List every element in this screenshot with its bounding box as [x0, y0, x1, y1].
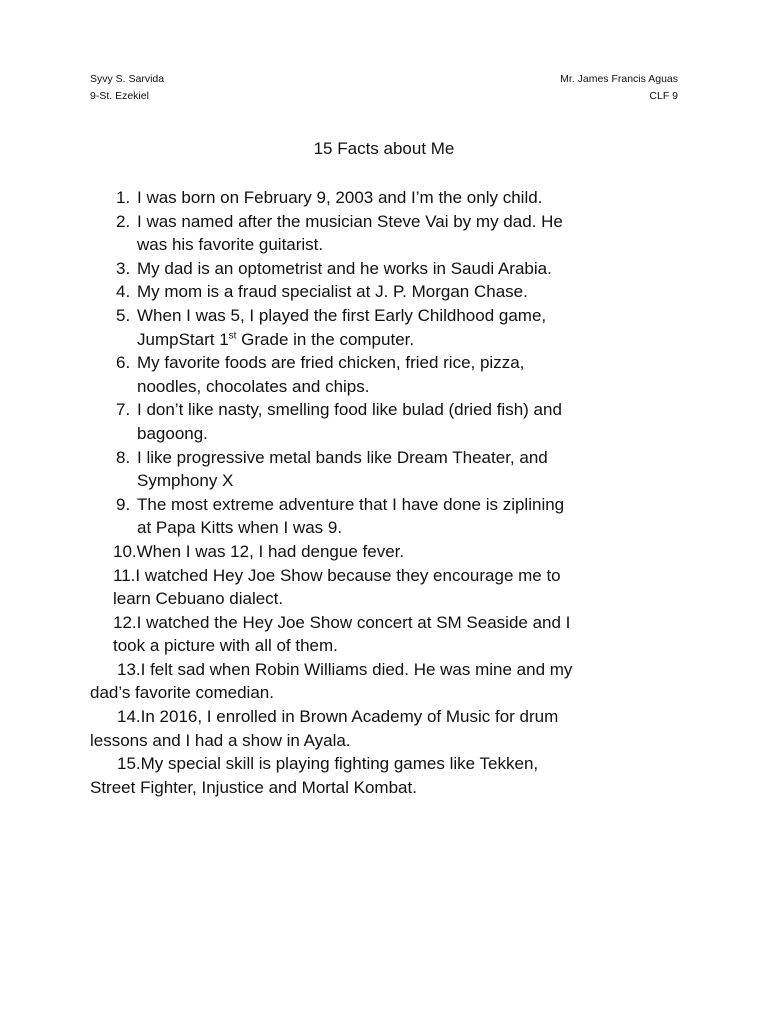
fact-item	[0, 257, 768, 281]
fact-number: 11.	[113, 565, 136, 585]
fact-number: 9.	[116, 494, 131, 514]
fact-text-line: The most extreme adventure that I have done is ziplining	[137, 494, 565, 514]
fact-number: 8.	[116, 447, 131, 467]
fact-text-segment: I watched the Hey Joe Show concert at SM Seaside and I	[136, 612, 571, 632]
fact-item	[0, 611, 768, 658]
fact-text-line: was his favorite guitarist.	[137, 235, 324, 255]
fact-text-segment: Grade in the computer.	[236, 329, 415, 349]
fact-item	[0, 564, 768, 611]
fact-text-line: took a picture with all of them.	[113, 636, 338, 656]
fact-number: 12.	[113, 612, 137, 632]
student-name: Syvy S. Sarvida	[90, 73, 165, 85]
fact-text-segment: When I was 12, I had dengue fever.	[136, 541, 405, 561]
fact-text-line: Street Fighter, Injustice and Mortal Kombat.	[90, 777, 417, 797]
header-left	[90, 72, 164, 106]
facts-list	[0, 186, 768, 799]
fact-number: 2.	[116, 211, 131, 231]
fact-text-line: When I was 5, I played the first Early Childhood game,	[137, 305, 547, 325]
fact-text-line	[0, 540, 768, 564]
fact-text-line	[0, 752, 768, 776]
fact-text-segment: I watched Hey Joe Show because they encourage me to	[135, 565, 561, 585]
fact-item	[0, 493, 768, 540]
fact-text-line: at Papa Kitts when I was 9.	[137, 518, 343, 538]
fact-number: 1.	[116, 188, 131, 207]
fact-text-line: I was named after the musician Steve Vai by my dad. He	[137, 211, 563, 231]
fact-text-line: I don’t like nasty, smelling food like bulad (dried fish) and	[137, 400, 562, 420]
fact-item	[0, 752, 768, 799]
fact-text-line: I like progressive metal bands like Dream Theater, and	[137, 447, 548, 467]
fact-item	[0, 705, 768, 752]
fact-item	[0, 658, 768, 705]
fact-text-line: My mom is a fraud specialist at J. P. Morgan Chase.	[137, 282, 528, 302]
teacher-name: Mr. James Francis Aguas	[560, 73, 678, 85]
fact-number: 14.	[117, 707, 141, 727]
fact-item	[0, 304, 768, 351]
fact-text-line: dad’s favorite comedian.	[90, 683, 274, 703]
fact-text-line: My favorite foods are fried chicken, fried rice, pizza,	[137, 353, 525, 373]
fact-text-line: Symphony X	[137, 471, 234, 491]
subject-code: CLF 9	[649, 90, 678, 102]
fact-item	[0, 210, 768, 257]
fact-text-line: noodles, chocolates and chips.	[137, 376, 370, 396]
fact-number: 7.	[116, 400, 131, 420]
fact-text-segment: JumpStart 1	[137, 329, 229, 349]
fact-text-line	[0, 564, 768, 588]
fact-item	[0, 540, 768, 564]
fact-item	[0, 186, 768, 210]
fact-number: 4.	[116, 282, 131, 302]
fact-text-line: My dad is an optometrist and he works in Saudi Arabia.	[137, 258, 552, 278]
fact-text-line: learn Cebuano dialect.	[113, 589, 284, 609]
fact-text-line	[0, 328, 768, 352]
fact-item	[0, 280, 768, 304]
header-right	[560, 72, 678, 106]
fact-number: 15.	[117, 754, 141, 774]
fact-number: 13.	[117, 659, 141, 679]
document-title: 15 Facts about Me	[313, 139, 455, 158]
fact-text-line: lessons and I had a show in Ayala.	[90, 730, 351, 750]
fact-text-line: I was born on February 9, 2003 and I’m the only child.	[137, 188, 543, 207]
fact-text-line	[0, 611, 768, 635]
fact-text-segment: My special skill is playing fighting games like Tekken,	[140, 754, 539, 774]
fact-number: 3.	[116, 258, 131, 278]
fact-number: 5.	[116, 305, 131, 325]
student-section: 9-St. Ezekiel	[90, 90, 149, 102]
fact-text-segment: In 2016, I enrolled in Brown Academy of Music for drum	[140, 707, 559, 727]
ordinal-superscript: st	[228, 329, 237, 341]
fact-item	[0, 351, 768, 398]
fact-item	[0, 398, 768, 445]
fact-number: 6.	[116, 353, 131, 373]
fact-text-line	[0, 658, 768, 682]
fact-text-line: bagoong.	[137, 423, 208, 443]
fact-text-line	[0, 705, 768, 729]
fact-text-segment: I felt sad when Robin Williams died. He was mine and my	[140, 659, 573, 679]
fact-number: 10.	[113, 541, 137, 561]
fact-item	[0, 446, 768, 493]
